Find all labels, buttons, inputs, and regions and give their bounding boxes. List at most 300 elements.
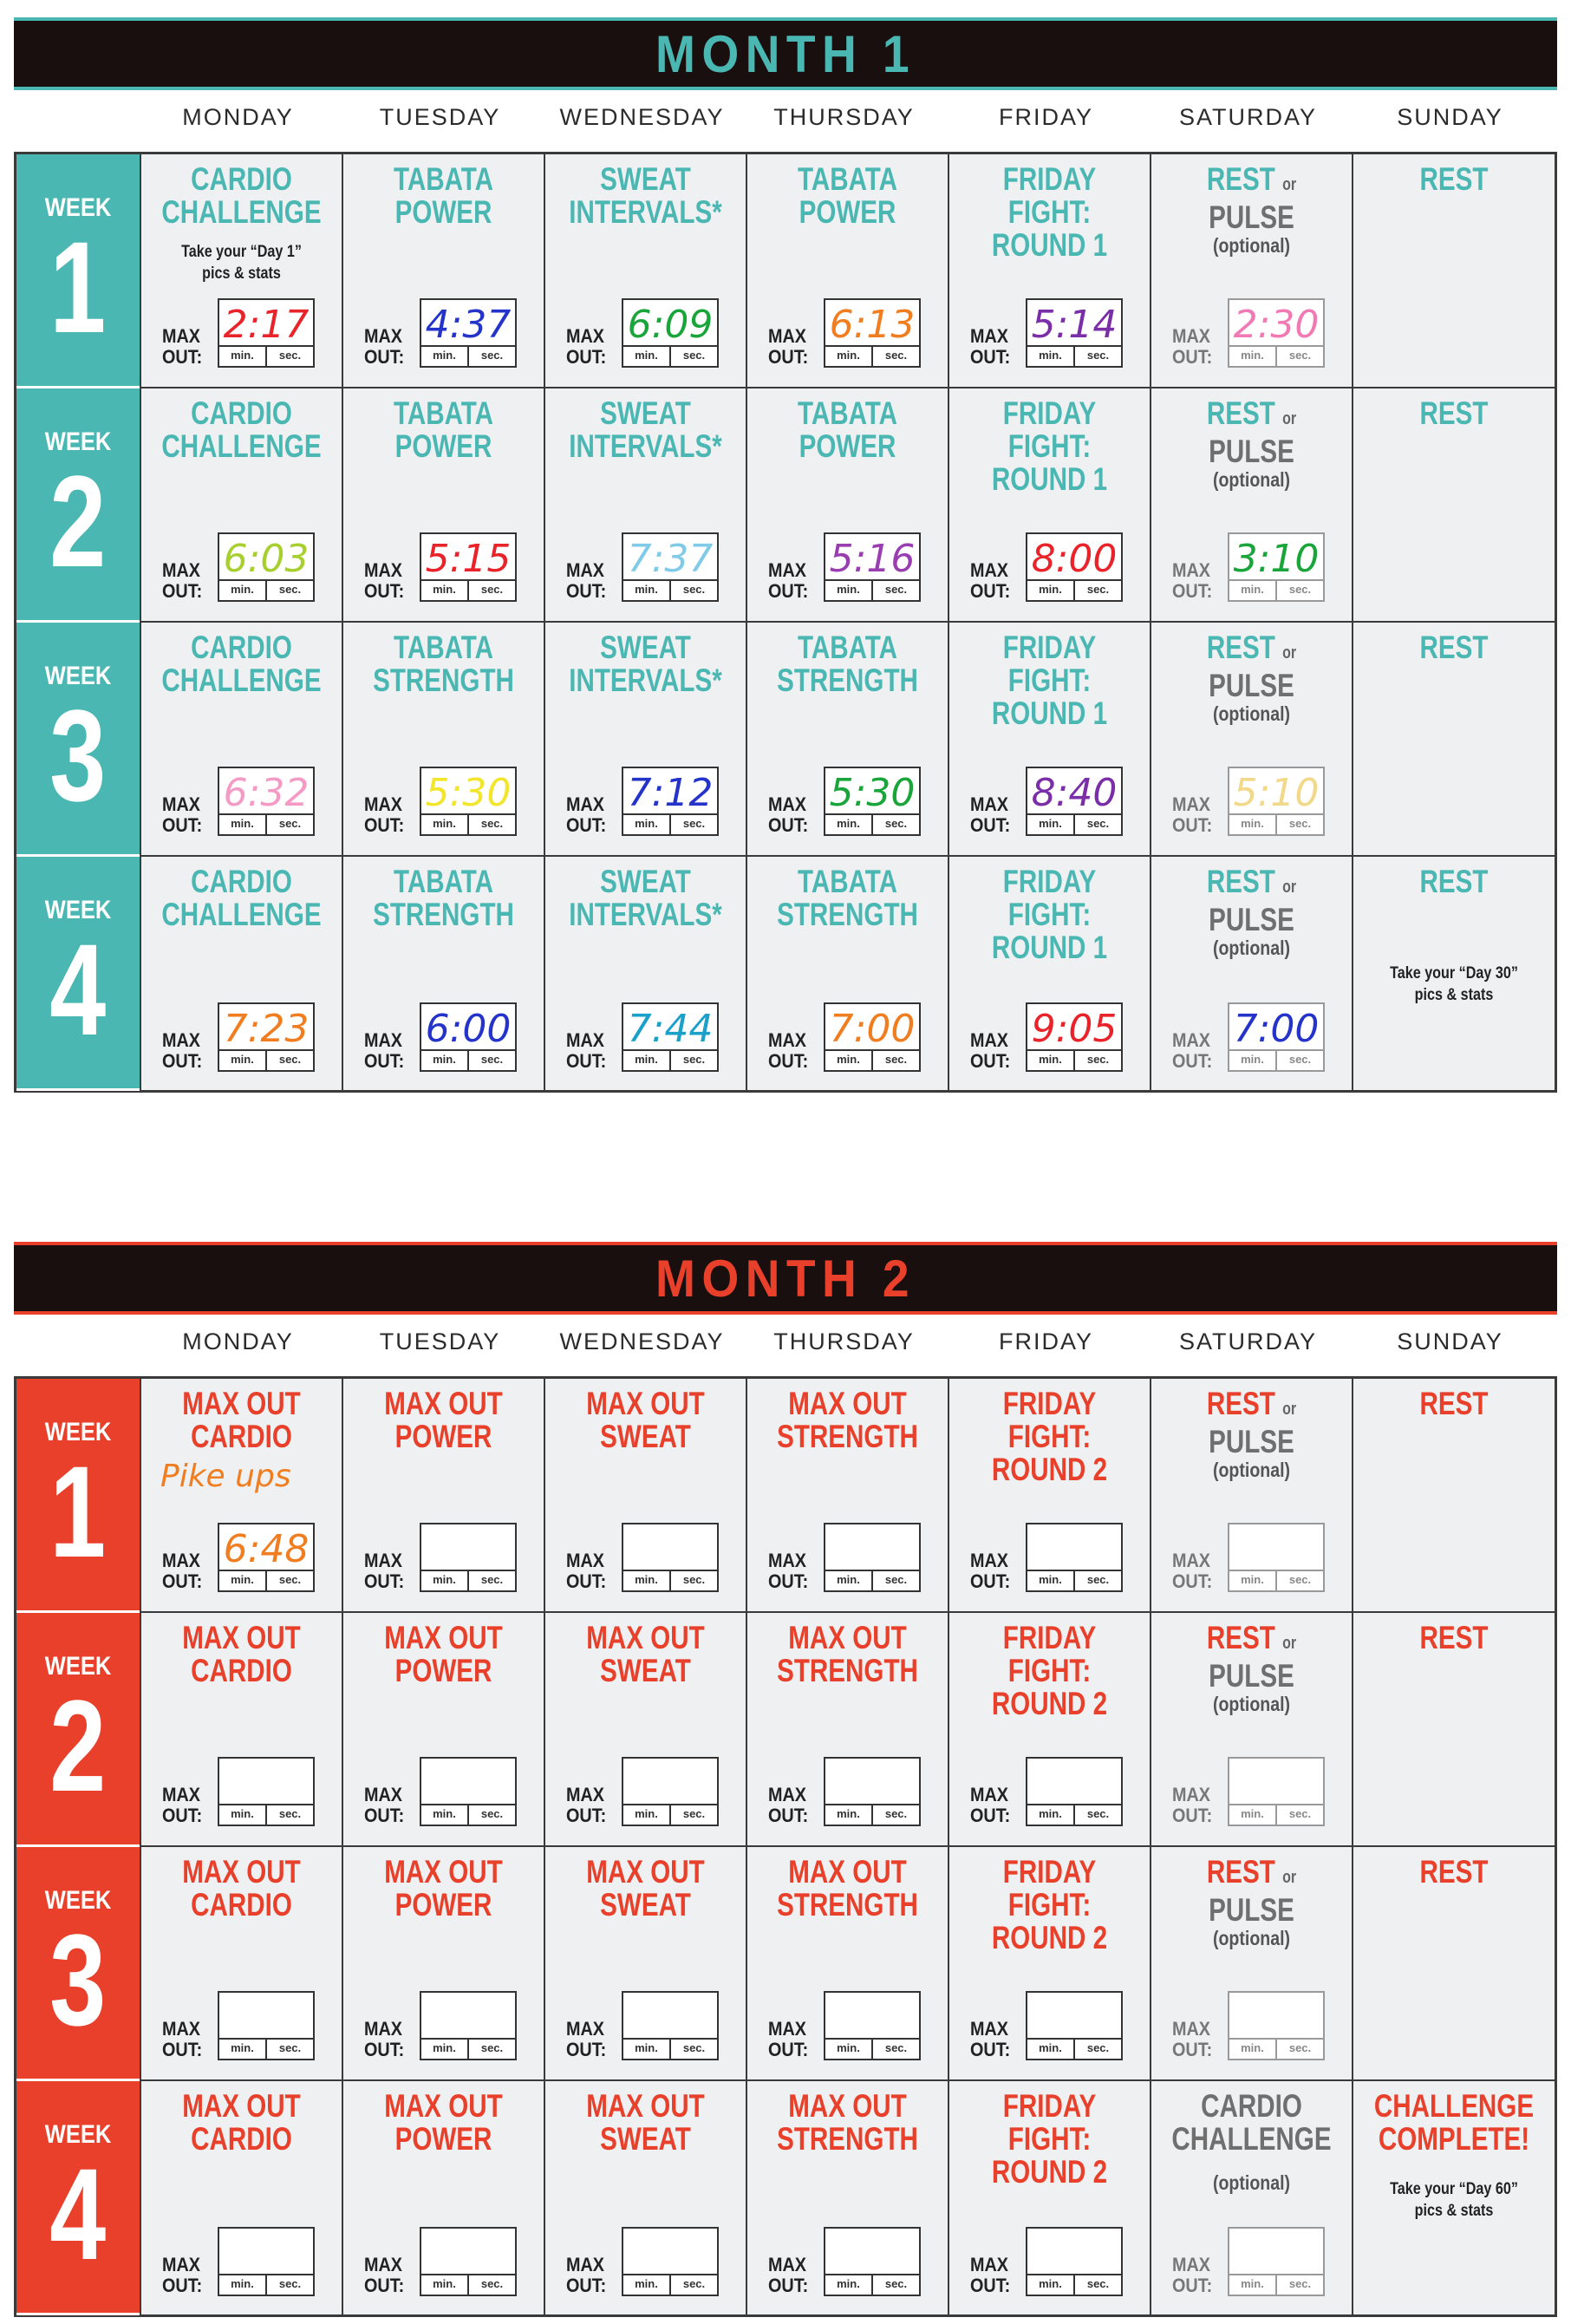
time-units [219, 345, 313, 366]
workout-title-line: PULSE [1209, 1892, 1294, 1928]
workout-title: FRIDAY FIGHT: ROUND 1 [991, 395, 1108, 497]
time-entry-box[interactable] [1228, 2227, 1325, 2296]
max-label: MAX [364, 559, 403, 581]
out-label: OUT: [162, 2275, 203, 2296]
max-out-label [566, 1785, 606, 1826]
time-units [1229, 579, 1323, 600]
workout-cell [342, 388, 544, 623]
time-entry-box[interactable] [824, 767, 921, 836]
workout-title: MAX OUT SWEAT [586, 1854, 705, 1923]
time-units [421, 2038, 515, 2059]
time-entry-box[interactable] [218, 2227, 315, 2296]
time-value [219, 1760, 313, 1807]
time-value [825, 1760, 919, 1807]
time-units [825, 1049, 919, 1070]
max-label: MAX [566, 1550, 605, 1571]
out-label: OUT: [162, 580, 203, 602]
max-label: MAX [970, 325, 1009, 347]
time-value: 7:00 [1233, 1007, 1320, 1051]
time-entry-box[interactable] [218, 532, 315, 602]
time-units [219, 1804, 313, 1825]
time-value: 5:14 [1031, 303, 1118, 347]
time-value [623, 1760, 717, 1807]
out-label: OUT: [970, 2039, 1011, 2060]
time-value: 6:09 [627, 303, 714, 347]
out-label: OUT: [364, 1570, 405, 1592]
time-value [1229, 1526, 1323, 1573]
time-units [219, 579, 313, 600]
out-label: OUT: [162, 1050, 203, 1072]
workout-title: TABATA STRENGTH [373, 864, 514, 932]
out-label: OUT: [1172, 2275, 1213, 2296]
time-units [825, 2274, 919, 2295]
time-entry-box[interactable] [218, 298, 315, 368]
time-units [1229, 1570, 1323, 1590]
optional-label: (optional) [1212, 937, 1291, 959]
workout-cell [948, 1613, 1150, 1847]
time-entry-box[interactable] [622, 1991, 719, 2060]
week-word: WEEK [44, 2119, 112, 2149]
time-entry-box[interactable] [1026, 532, 1123, 602]
max-out-label [162, 326, 202, 368]
day-name-tuesday: TUESDAY [379, 104, 501, 130]
out-label: OUT: [566, 1570, 607, 1592]
workout-title: MAX OUT STRENGTH [777, 1620, 918, 1688]
workout-title [1171, 1622, 1332, 1693]
max-label: MAX [768, 559, 807, 581]
seconds-label: sec. [480, 1807, 504, 1820]
workout-title [1171, 1387, 1332, 1459]
workout-cell [746, 857, 948, 1091]
max-out-label [162, 1550, 202, 1592]
max-label: MAX [768, 2018, 807, 2040]
workout-title: MAX OUT CARDIO [182, 1620, 301, 1688]
max-out-label [364, 2019, 404, 2060]
max-out-label [566, 2255, 606, 2296]
seconds-label: sec. [1288, 1053, 1312, 1066]
minutes-label: min. [623, 1805, 671, 1825]
workout-cell [544, 857, 746, 1091]
max-out-label [970, 2019, 1010, 2060]
minutes-label: min. [825, 1805, 873, 1825]
max-out-label [970, 2255, 1010, 2296]
workout-title: TABATA POWER [797, 395, 898, 464]
time-value [825, 1526, 919, 1573]
seconds-label: sec. [884, 349, 908, 362]
out-label: OUT: [364, 814, 405, 836]
time-units [219, 2038, 313, 2059]
workout-cell [1352, 1847, 1555, 2081]
month-banner [14, 17, 1557, 90]
seconds-label: sec. [278, 1807, 302, 1820]
max-label: MAX [970, 2018, 1009, 2040]
max-label: MAX [768, 793, 807, 815]
time-entry-box[interactable] [622, 298, 719, 368]
time-units [219, 2274, 313, 2295]
minutes-label: min. [825, 1051, 873, 1070]
time-entry-box[interactable] [622, 1523, 719, 1592]
optional-label: (optional) [1212, 1693, 1291, 1715]
time-entry-box[interactable] [622, 767, 719, 836]
max-label: MAX [364, 1784, 403, 1805]
seconds-label: sec. [278, 349, 302, 362]
time-units [825, 813, 919, 834]
time-entry-box[interactable] [1228, 767, 1325, 836]
week-label-1 [16, 1379, 140, 1613]
week-label-3 [16, 1847, 140, 2081]
time-entry-box[interactable] [420, 1991, 517, 2060]
time-units [219, 1049, 313, 1070]
time-units [1229, 813, 1323, 834]
day-name-saturday: SATURDAY [1178, 104, 1317, 130]
time-value [219, 2230, 313, 2277]
max-out-label [970, 1030, 1010, 1072]
seconds-label: sec. [884, 1053, 908, 1066]
out-label: OUT: [768, 1805, 809, 1826]
workout-title: MAX OUT CARDIO [182, 2088, 301, 2157]
max-out-label [1172, 560, 1212, 602]
time-entry-box[interactable] [420, 1757, 517, 1826]
time-entry-box[interactable] [1228, 1991, 1325, 2060]
max-label: MAX [162, 325, 201, 347]
optional-label: (optional) [1212, 468, 1291, 491]
time-value: 6:00 [425, 1007, 512, 1051]
time-entry-box[interactable] [1026, 2227, 1123, 2296]
max-label: MAX [364, 325, 403, 347]
workout-title: MAX OUT STRENGTH [777, 1386, 918, 1454]
time-entry-box[interactable] [622, 532, 719, 602]
workout-cell [1150, 1847, 1352, 2081]
workout-cell [342, 857, 544, 1091]
month-1-calendar [0, 0, 1571, 1101]
max-label: MAX [768, 325, 807, 347]
max-out-label [1172, 326, 1212, 368]
max-out-label [970, 1550, 1010, 1592]
workout-title: MAX OUT CARDIO [182, 1854, 301, 1923]
workout-cell [746, 154, 948, 388]
max-out-label [566, 560, 606, 602]
time-units [1027, 813, 1121, 834]
max-out-label [566, 1030, 606, 1072]
time-entry-box[interactable] [1026, 1991, 1123, 2060]
time-value: 3:10 [1233, 537, 1320, 581]
workout-title-line: REST [1206, 1386, 1275, 1421]
out-label: OUT: [768, 2039, 809, 2060]
time-value [421, 1526, 515, 1573]
seconds-label: sec. [1288, 1573, 1312, 1586]
or-label: or [1282, 175, 1297, 194]
week-label-2 [16, 388, 140, 623]
time-value [623, 1994, 717, 2041]
time-units [623, 1570, 717, 1590]
time-units [421, 813, 515, 834]
minutes-label: min. [1027, 581, 1075, 600]
workout-cell [746, 1847, 948, 2081]
max-out-label [162, 2255, 202, 2296]
minutes-label: min. [1229, 581, 1277, 600]
time-value [1229, 1994, 1323, 2041]
optional-label: (optional) [1212, 2171, 1291, 2194]
day-name-monday: MONDAY [182, 1328, 294, 1355]
seconds-label: sec. [884, 1573, 908, 1586]
workout-cell [140, 1379, 342, 1613]
seconds-label: sec. [480, 583, 504, 596]
time-entry-box[interactable] [1026, 1757, 1123, 1826]
minutes-label: min. [1027, 1571, 1075, 1590]
workout-cell [1150, 2081, 1352, 2315]
workout-cell [746, 388, 948, 623]
workout-cell [948, 623, 1150, 857]
time-entry-box[interactable] [622, 1757, 719, 1826]
time-value: 2:17 [223, 303, 310, 347]
seconds-label: sec. [1288, 1807, 1312, 1820]
out-label: OUT: [566, 1805, 607, 1826]
time-entry-box[interactable] [1026, 1523, 1123, 1592]
seconds-label: sec. [278, 1053, 302, 1066]
time-units [623, 2038, 717, 2059]
workout-title: TABATA POWER [797, 161, 898, 230]
minutes-label: min. [219, 1051, 267, 1070]
time-units [1027, 1804, 1121, 1825]
week-number: 1 [49, 1438, 107, 1584]
minutes-label: min. [1027, 815, 1075, 834]
time-entry-box[interactable] [420, 767, 517, 836]
workout-cell [544, 623, 746, 857]
time-entry-box[interactable] [622, 1002, 719, 1072]
out-label: OUT: [1172, 1805, 1213, 1826]
seconds-label: sec. [884, 583, 908, 596]
max-out-label [1172, 1785, 1212, 1826]
time-value: 6:48 [223, 1527, 310, 1571]
time-entry-box[interactable] [420, 298, 517, 368]
time-units [825, 345, 919, 366]
max-label: MAX [566, 793, 605, 815]
time-value: 6:32 [223, 771, 310, 815]
time-entry-box[interactable] [824, 532, 921, 602]
minutes-label: min. [219, 2040, 267, 2059]
time-entry-box[interactable] [420, 1002, 517, 1072]
workout-cell [1150, 857, 1352, 1091]
max-label: MAX [1172, 559, 1211, 581]
time-entry-box[interactable] [622, 2227, 719, 2296]
time-entry-box[interactable] [824, 1757, 921, 1826]
seconds-label: sec. [1086, 2277, 1110, 2290]
time-entry-box[interactable] [218, 1523, 315, 1592]
time-units [623, 813, 717, 834]
max-out-label [364, 560, 404, 602]
time-entry-box[interactable] [218, 1991, 315, 2060]
max-out-label [566, 1550, 606, 1592]
workout-cell [140, 623, 342, 857]
time-value [219, 1994, 313, 2041]
workout-title: MAX OUT STRENGTH [777, 2088, 918, 2157]
workout-title-line: PULSE [1209, 434, 1294, 469]
time-value [1229, 2230, 1323, 2277]
out-label: OUT: [970, 814, 1011, 836]
or-label: or [1282, 643, 1297, 663]
seconds-label: sec. [278, 817, 302, 830]
workout-cell [948, 1379, 1150, 1613]
time-units [1229, 1804, 1323, 1825]
workout-cell [140, 388, 342, 623]
time-units [421, 1049, 515, 1070]
time-entry-box[interactable] [1026, 298, 1123, 368]
workout-cell [140, 857, 342, 1091]
max-out-label [364, 1550, 404, 1592]
time-entry-box[interactable] [218, 1757, 315, 1826]
calendar-grid [14, 1376, 1557, 2317]
time-entry-box[interactable] [824, 2227, 921, 2296]
time-value [1027, 1760, 1121, 1807]
day-name-wednesday: WEDNESDAY [559, 1328, 725, 1355]
day-name-sunday: SUNDAY [1397, 1328, 1503, 1355]
max-out-label [768, 560, 808, 602]
day-name-thursday: THURSDAY [773, 1328, 915, 1355]
workout-title: FRIDAY FIGHT: ROUND 2 [991, 1386, 1108, 1487]
workout-cell [1150, 623, 1352, 857]
workout-title [1171, 865, 1332, 937]
time-entry-box[interactable] [824, 298, 921, 368]
max-label: MAX [1172, 2254, 1211, 2275]
day-name-sunday: SUNDAY [1397, 104, 1503, 130]
month-title: MONTH 1 [655, 24, 916, 83]
out-label: OUT: [970, 2275, 1011, 2296]
workout-title: SWEAT INTERVALS* [569, 630, 722, 698]
minutes-label: min. [421, 347, 469, 366]
max-out-label [970, 1785, 1010, 1826]
time-entry-box[interactable] [218, 1002, 315, 1072]
workout-title-line: REST [1206, 1854, 1275, 1890]
time-entry-box[interactable] [218, 767, 315, 836]
minutes-label: min. [623, 347, 671, 366]
workout-title: MAX OUT POWER [384, 2088, 503, 2157]
week-word: WEEK [44, 1651, 112, 1681]
week-number: 1 [49, 213, 107, 360]
workout-cell [1150, 1613, 1352, 1847]
workout-title: REST [1419, 1620, 1489, 1655]
time-value: 5:30 [425, 771, 512, 815]
workout-title-line: PULSE [1209, 1424, 1294, 1459]
workout-cell [1150, 1379, 1352, 1613]
time-value [421, 1760, 515, 1807]
out-label: OUT: [768, 346, 809, 368]
workout-cell [544, 1847, 746, 2081]
out-label: OUT: [364, 1805, 405, 1826]
minutes-label: min. [421, 815, 469, 834]
seconds-label: sec. [480, 1573, 504, 1586]
seconds-label: sec. [682, 349, 706, 362]
minutes-label: min. [421, 581, 469, 600]
workout-title-line: REST [1206, 864, 1275, 899]
workout-title: MAX OUT SWEAT [586, 1386, 705, 1454]
time-units [623, 345, 717, 366]
seconds-label: sec. [682, 817, 706, 830]
workout-title: MAX OUT POWER [384, 1854, 503, 1923]
workout-title: FRIDAY FIGHT: ROUND 2 [991, 1620, 1108, 1721]
week-word: WEEK [44, 661, 112, 690]
out-label: OUT: [162, 1570, 203, 1592]
optional-label: (optional) [1212, 702, 1291, 725]
out-label: OUT: [1172, 580, 1213, 602]
time-value: 6:03 [223, 537, 310, 581]
seconds-label: sec. [1288, 349, 1312, 362]
workout-title-line: PULSE [1209, 199, 1294, 235]
time-entry-box[interactable] [420, 1523, 517, 1592]
workout-cell [544, 2081, 746, 2315]
time-entry-box[interactable] [824, 1523, 921, 1592]
time-units [219, 813, 313, 834]
time-entry-box[interactable] [1026, 767, 1123, 836]
time-entry-box[interactable] [420, 2227, 517, 2296]
out-label: OUT: [768, 580, 809, 602]
time-entry-box[interactable] [1228, 1757, 1325, 1826]
week-number: 3 [49, 682, 107, 828]
workout-cell [544, 388, 746, 623]
out-label: OUT: [364, 346, 405, 368]
time-entry-box[interactable] [1228, 1523, 1325, 1592]
workout-cell [948, 388, 1150, 623]
workout-title: FRIDAY FIGHT: ROUND 1 [991, 864, 1108, 965]
minutes-label: min. [421, 1805, 469, 1825]
time-entry-box[interactable] [1228, 532, 1325, 602]
max-label: MAX [768, 1029, 807, 1051]
max-out-label [566, 2019, 606, 2060]
time-value: 2:30 [1233, 303, 1320, 347]
workout-title: REST [1419, 630, 1489, 665]
minutes-label: min. [1229, 1805, 1277, 1825]
time-entry-box[interactable] [420, 532, 517, 602]
max-label: MAX [364, 2018, 403, 2040]
time-entry-box[interactable] [824, 1991, 921, 2060]
workout-cell [1352, 857, 1555, 1091]
time-entry-box[interactable] [1228, 298, 1325, 368]
workout-title [1171, 631, 1332, 702]
max-out-label [1172, 1550, 1212, 1592]
minutes-label: min. [421, 2040, 469, 2059]
out-label: OUT: [162, 814, 203, 836]
week-word: WEEK [44, 1417, 112, 1446]
minutes-label: min. [825, 815, 873, 834]
time-entry-box[interactable] [1026, 1002, 1123, 1072]
day-name-tuesday: TUESDAY [379, 1328, 501, 1355]
max-label: MAX [364, 1029, 403, 1051]
max-label: MAX [970, 2254, 1009, 2275]
time-value: 4:37 [425, 303, 512, 347]
out-label: OUT: [970, 580, 1011, 602]
workout-cell [1150, 154, 1352, 388]
workout-cell [948, 2081, 1150, 2315]
max-label: MAX [1172, 1550, 1211, 1571]
time-units [623, 2274, 717, 2295]
time-units [421, 2274, 515, 2295]
time-entry-box[interactable] [1228, 1002, 1325, 1072]
seconds-label: sec. [480, 817, 504, 830]
workout-title: MAX OUT CARDIO [182, 1386, 301, 1454]
time-value [825, 2230, 919, 2277]
time-entry-box[interactable] [824, 1002, 921, 1072]
out-label: OUT: [566, 814, 607, 836]
workout-title: MAX OUT POWER [384, 1386, 503, 1454]
workout-title: SWEAT INTERVALS* [569, 864, 722, 932]
workout-title: REST [1419, 1854, 1489, 1890]
week-number: 4 [49, 2140, 107, 2287]
time-value: 5:16 [829, 537, 916, 581]
seconds-label: sec. [1086, 583, 1110, 596]
max-label: MAX [162, 1784, 201, 1805]
or-label: or [1282, 1400, 1297, 1419]
week-label-2 [16, 1613, 140, 1847]
max-label: MAX [162, 559, 201, 581]
